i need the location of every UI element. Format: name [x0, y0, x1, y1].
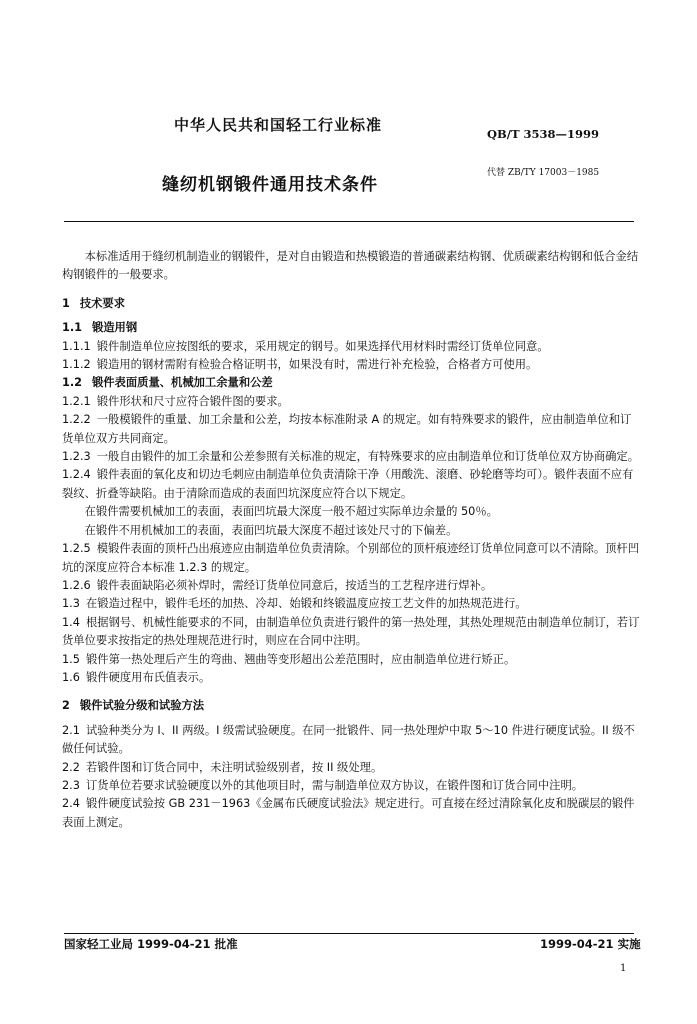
- clause-number: 2.4: [62, 797, 80, 811]
- clause-text: 锻件硬度试验按 GB 231－1963《金属布氏硬度试验法》规定进行。可直接在经过清除氧化皮和脱碳层的锻件表面上测定。: [62, 797, 635, 829]
- document-body: [62, 248, 640, 832]
- clause-number: 1.6: [62, 670, 80, 684]
- clause-number: 1.2: [62, 376, 83, 390]
- page-number: 1: [620, 963, 627, 974]
- subsection-1-2-heading: [62, 374, 640, 392]
- clause-1-2-4-machined: 在锻件需要机械加工的表面，表面凹坑最大深度一般不超过实际单边余量的 50％。: [84, 505, 498, 519]
- clause-text: 试验种类分为 I、II 两级。I 级需试验硬度。在同一批锻件、同一热处理炉中取 5～10 件进行硬度试验。II 级不做任何试验。: [62, 723, 635, 756]
- section-number: 1: [62, 296, 70, 310]
- clause-number: 1.2.3: [62, 450, 91, 464]
- clause-number: 1.2.2: [62, 413, 91, 427]
- clause-title: 锻造用钢: [91, 321, 138, 335]
- clause-1-2-2: [62, 411, 640, 448]
- clause-1-1-1: [62, 338, 640, 356]
- clause-number: 1.3: [62, 597, 80, 611]
- approval-line: 国家轻工业局 1999-04-21 批准: [64, 937, 238, 951]
- section-title: 技术要求: [79, 296, 126, 310]
- clause-text: 锻件表面缺陷必须补焊时，需经订货单位同意后，按适当的工艺程序进行焊补。: [96, 578, 493, 592]
- clause-text: 锻件硬度用布氏值表示。: [85, 670, 211, 684]
- section-1-heading: [62, 295, 640, 313]
- clause-text: 模锻件表面的顶杆凸出痕迹应由制造单位负责清除。个别部位的顶杆痕迹经订货单位同意可以不清除。顶杆凹坑的深度应符合本标准 1.2.3 的规定。: [62, 542, 640, 574]
- section-title: 锻件试验分级和试验方法: [79, 699, 205, 713]
- header-divider: [64, 221, 634, 222]
- document-title: 缝纫机钢锻件通用技术条件: [162, 175, 378, 195]
- clause-1-2-1: [62, 393, 640, 411]
- clause-text: 一般模锻件的重量、加工余量和公差，均按本标准附录 A 的规定。如有特殊要求的锻件，应由制造单位和订货单位双方共同商定。: [62, 413, 632, 445]
- clause-number: 1.2.4: [62, 468, 91, 482]
- section-2-heading: [62, 697, 640, 715]
- clause-text: 若锻件图和订货合同中，未注明试验级别者，按 II 级处理。: [85, 760, 383, 774]
- clause-text: 一般自由锻件的加工余量和公差参照有关标准的规定，有特殊要求的应由制造单位和订货单位双方协商确定。: [96, 450, 640, 464]
- footer-divider: [64, 933, 634, 934]
- clause-1-2-4: [62, 466, 640, 503]
- clause-text: 锻件表面的氧化皮和切边毛刺应由制造单位负责清除干净（用酸洗、滚磨、砂轮磨等均可）。锻件表面不应有裂纹、折叠等缺陷。由于清除而造成的表面凹坑深度应符合以下规定。: [62, 468, 634, 500]
- clause-1-6: [62, 669, 640, 687]
- clause-number: 1.1: [62, 321, 83, 335]
- clause-1-4: [62, 614, 640, 651]
- clause-text: 锻件第一热处理后产生的弯曲、翘曲等变形超出公差范围时，应由制造单位进行矫正。: [85, 652, 516, 666]
- clause-text: 锻造用的钢材需附有检验合格证明书，如果没有时，需进行补充检验，合格者方可使用。: [96, 358, 538, 372]
- clause-text: 根据钢号、机械性能要求的不同，由制造单位负责进行锻件的第一热处理，其热处理规范由制造单位制订，若订货单位要求按指定的热处理规范进行时，则应在合同中注明。: [62, 615, 640, 648]
- replaces-standard: 代替 ZB/TY 17003－1985: [487, 168, 600, 178]
- subsection-1-1-heading: [62, 319, 640, 337]
- clause-number: 1.4: [62, 615, 80, 629]
- clause-number: 2.3: [62, 778, 80, 792]
- clause-number: 1.2.5: [62, 542, 91, 556]
- clause-1-1-2: [62, 356, 640, 374]
- clause-1-2-6: [62, 577, 640, 595]
- clause-1-2-3: [62, 448, 640, 466]
- scope-paragraph: 本标准适用于缝纫机制造业的钢锻件，是对自由锻造和热模锻造的普通碳素结构钢、优质碳素结构钢和低合金结构钢锻件的一般要求。: [62, 250, 639, 282]
- clause-1-3: [62, 595, 640, 613]
- clause-1-5: [62, 651, 640, 669]
- clause-text: 在锻造过程中，锻件毛坯的加热、冷却、始锻和终锻温度应按工艺文件的加热规范进行。: [85, 597, 527, 611]
- clause-number: 1.2.1: [62, 394, 91, 408]
- clause-text: 锻件制造单位应按图纸的要求，采用规定的钢号。如果选择代用材料时需经订货单位同意。: [96, 339, 549, 353]
- clause-2-1: [62, 722, 640, 759]
- clause-1-2-4-unmachined: 在锻件不用机械加工的表面，表面凹坑最大深度不超过该处尺寸的下偏差。: [84, 523, 458, 537]
- clause-title: 锻件表面质量、机械加工余量和公差: [91, 376, 273, 390]
- clause-2-3: [62, 777, 640, 795]
- issuing-body-heading: 中华人民共和国轻工行业标准: [174, 116, 383, 134]
- clause-text: 订货单位若要求试验硬度以外的其他项目时，需与制造单位双方协议，在锻件图和订货合同中注明。: [85, 778, 584, 792]
- clause-2-4: [62, 795, 640, 832]
- clause-text: 锻件形状和尺寸应符合锻件图的要求。: [96, 394, 289, 408]
- clause-number: 2.2: [62, 760, 80, 774]
- clause-number: 1.1.1: [62, 339, 91, 353]
- clause-number: 1.5: [62, 652, 80, 666]
- clause-number: 2.1: [62, 723, 80, 737]
- clause-2-2: [62, 759, 640, 777]
- section-number: 2: [62, 699, 70, 713]
- standard-number: QB/T 3538—1999: [487, 127, 600, 141]
- clause-1-2-5: [62, 540, 640, 577]
- implementation-date: 1999-04-21 实施: [540, 937, 641, 951]
- clause-number: 1.1.2: [62, 358, 91, 372]
- clause-number: 1.2.6: [62, 578, 91, 592]
